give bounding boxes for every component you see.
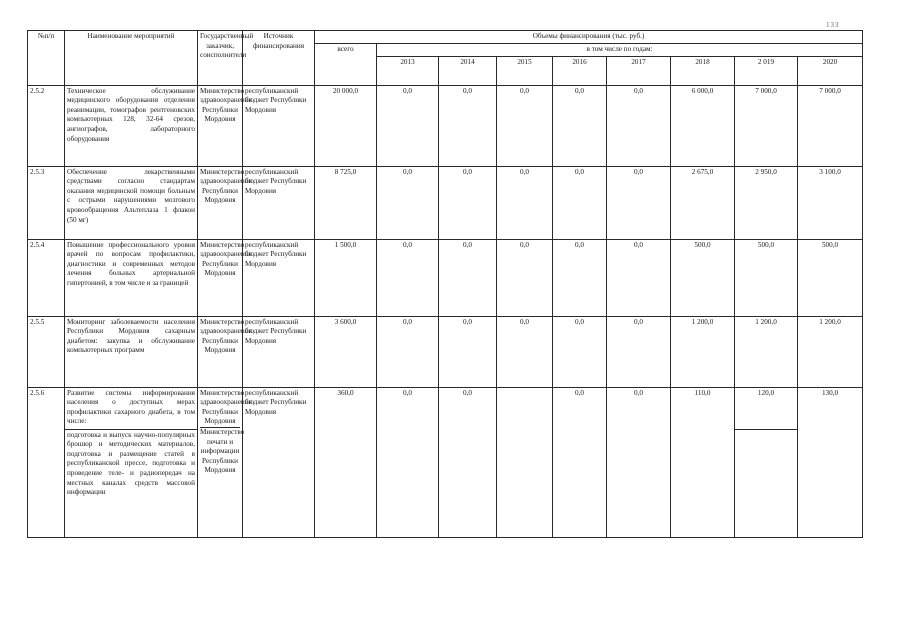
- row-total: 360,0: [315, 387, 377, 537]
- row-year-value: 0,0: [377, 239, 439, 316]
- row-year-value: 1 200,0: [671, 316, 735, 387]
- page-number: 133: [826, 21, 840, 29]
- row-year-value: 1 200,0: [735, 316, 798, 387]
- row-year-value: 0,0: [377, 85, 439, 166]
- row-year-value: 0,0: [553, 316, 607, 387]
- row-year-value: 0,0: [553, 239, 607, 316]
- row-year-value: 0,0: [439, 316, 497, 387]
- row-customer: Министерство здравоохранения Республики Мордовия: [198, 85, 243, 166]
- row-year-value: 1 200,0: [798, 316, 863, 387]
- header-year: 2014: [439, 56, 497, 85]
- row-customer: Министерство здравоохранения Республики Мордовия: [198, 316, 243, 387]
- row-source: республиканский бюджет Республики Мордовия: [243, 387, 315, 537]
- row-year-value: 500,0: [671, 239, 735, 316]
- row-year-value: 0,0: [439, 166, 497, 239]
- row-year-value: 0,0: [439, 239, 497, 316]
- row-year-value: 2 675,0: [671, 166, 735, 239]
- header-total: всего: [315, 44, 377, 86]
- header-num: №п/п: [28, 31, 65, 86]
- row-year-value: 3 100,0: [798, 166, 863, 239]
- row-name: Мониторинг заболеваемости населения Республики Мордовия сахарным диабетом: закупка и обслуживание компьютерных программ: [65, 316, 198, 387]
- row-year-value: 0,0: [607, 239, 671, 316]
- row-name: Обеспечение лекарственными средствами согласно стандартам оказания медицинской помощи больным с острыми нарушениями мозгового кровообращения Альтеплаза 1 флакон (50 мг): [65, 166, 198, 239]
- row-source: республиканский бюджет Республики Мордовия: [243, 166, 315, 239]
- header-year: 2020: [798, 56, 863, 85]
- row-year-value: 2 950,0: [735, 166, 798, 239]
- row-year-value: 0,0: [497, 316, 553, 387]
- row-year-value: 0,0: [607, 85, 671, 166]
- row-year-value: 0,0: [497, 166, 553, 239]
- row-source: республиканский бюджет Республики Мордовия: [243, 85, 315, 166]
- header-name: Наименование мероприятий: [65, 31, 198, 86]
- row-empty-cell: [735, 429, 798, 537]
- row-customer: Министерство здравоохранения Республики Мордовия: [198, 166, 243, 239]
- row-customer: Министерство здравоохранения Республики Мордовия: [200, 388, 252, 426]
- header-year: 2017: [607, 56, 671, 85]
- row-year-value: 0,0: [497, 85, 553, 166]
- row-customer-secondary: Министерство печати и информации Республики Мордовия: [200, 427, 245, 475]
- row-num: 2.5.3: [28, 166, 65, 239]
- row-num: 2.5.6: [28, 387, 65, 537]
- table-row: [28, 387, 863, 429]
- row-source: республиканский бюджет Республики Мордовия: [243, 316, 315, 387]
- row-year-value: 0,0: [377, 387, 439, 537]
- header-volume: Объемы финансирования (тыс. руб.): [315, 31, 863, 44]
- row-empty-cell: [671, 429, 735, 537]
- table-row: [28, 239, 863, 316]
- row-num: 2.5.4: [28, 239, 65, 316]
- row-year-value: 120,0: [735, 387, 798, 429]
- row-total: 20 000,0: [315, 85, 377, 166]
- header-year: 2016: [553, 56, 607, 85]
- row-year-value: 0,0: [439, 85, 497, 166]
- row-year-value: 0,0: [377, 166, 439, 239]
- row-name: Техническое обслуживание медицинского оборудования отделения реанимации, томографов рентгеновских компьютерных 128, 32-64 срезов, ангиографов, лабораторного оборудования: [65, 85, 198, 166]
- row-year-value: 0,0: [553, 166, 607, 239]
- header-source: Источник финансирования: [243, 31, 315, 86]
- row-customer: Министерство здравоохранения Республики Мордовия: [198, 239, 243, 316]
- table-row: [28, 316, 863, 387]
- row-year-value: 0,0: [553, 387, 607, 537]
- row-year-value: 0,0: [607, 387, 671, 537]
- header-year: 2 019: [735, 56, 798, 85]
- header-by-years: в том числе по годам:: [377, 44, 863, 57]
- row-year-value: 110,0: [671, 387, 735, 429]
- row-year-value: 0,0: [439, 387, 497, 537]
- row-year-value: 0,0: [497, 239, 553, 316]
- row-year-value: 130,0: [798, 387, 863, 429]
- row-subname: подготовка и выпуск научно-популярных брошюр и методических материалов, подготовка и размещение статей в республиканской прессе, подготовка и проведение теле- и радиопередач на местных каналах средств массовой информации: [65, 429, 198, 537]
- row-year-value: 7 000,0: [798, 85, 863, 166]
- header-year: 2018: [671, 56, 735, 85]
- row-year-value: 0,0: [377, 316, 439, 387]
- table-row: [28, 166, 863, 239]
- financing-table: [27, 30, 863, 538]
- row-source: республиканский бюджет Республики Мордовия: [243, 239, 315, 316]
- row-customer-cell: [198, 387, 252, 537]
- row-year-value: [497, 387, 553, 537]
- row-year-value: 0,0: [607, 316, 671, 387]
- row-total: 8 725,0: [315, 166, 377, 239]
- row-year-value: 500,0: [798, 239, 863, 316]
- row-name: Повышение профессионального уровня врачей по вопросам профилактики, диагностики и современных методов лечения больных артериальной гипертонией, в том числе и за границей: [65, 239, 198, 316]
- row-empty-cell: [798, 429, 863, 537]
- row-name: Развитие системы информирования населения о доступных мерах профилактики сахарного диабета, в том числе:: [65, 387, 198, 429]
- row-year-value: 7 000,0: [735, 85, 798, 166]
- row-year-value: 0,0: [607, 166, 671, 239]
- header-row-1: [28, 31, 863, 44]
- row-num: 2.5.5: [28, 316, 65, 387]
- row-total: 1 500,0: [315, 239, 377, 316]
- header-year: 2013: [377, 56, 439, 85]
- row-total: 3 600,0: [315, 316, 377, 387]
- row-year-value: 6 000,0: [671, 85, 735, 166]
- header-year: 2015: [497, 56, 553, 85]
- header-customer: Государственный заказчик, соисполнители: [198, 31, 243, 86]
- row-year-value: 0,0: [553, 85, 607, 166]
- table-row: [28, 85, 863, 166]
- row-year-value: 500,0: [735, 239, 798, 316]
- row-num: 2.5.2: [28, 85, 65, 166]
